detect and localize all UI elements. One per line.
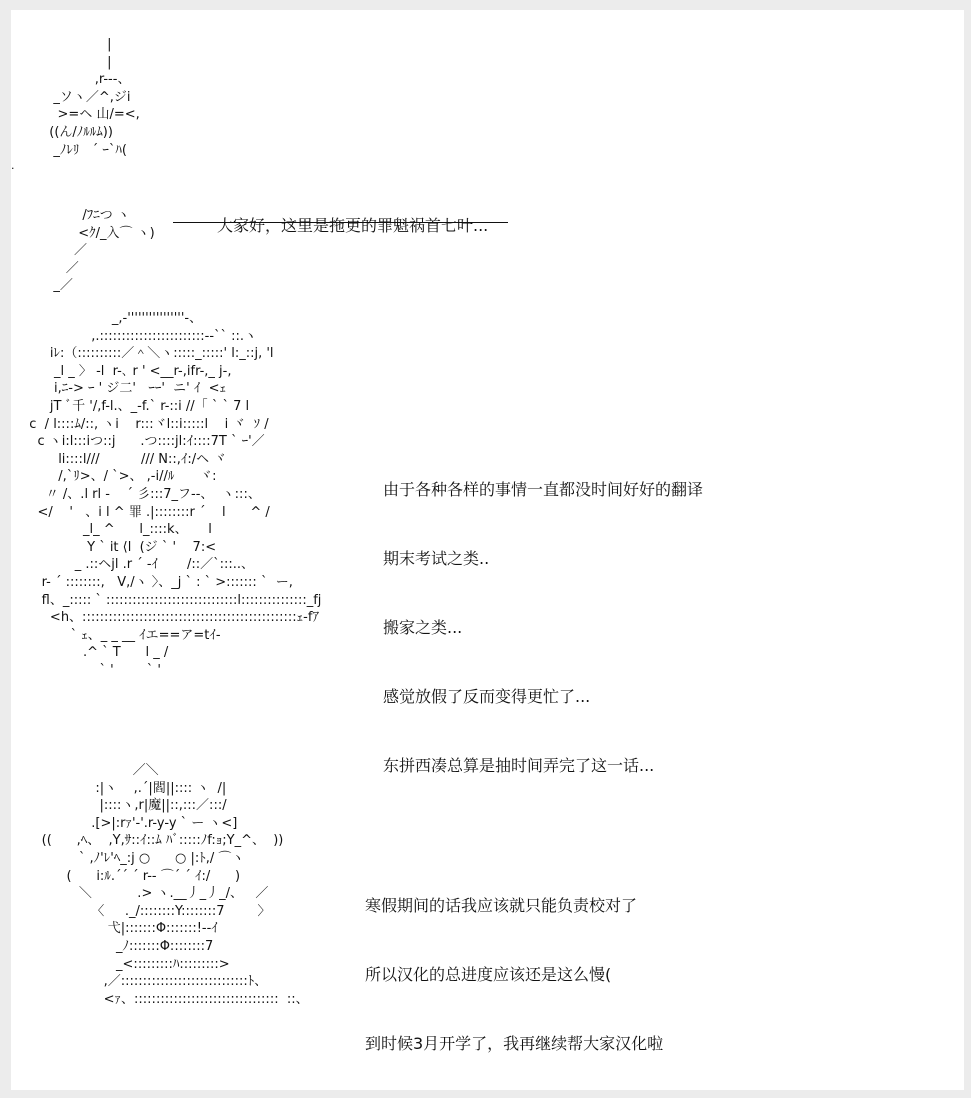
explanation-line-5: 东拼西凑总算是抽时间弄完了这一话... [383, 756, 655, 775]
ascii-art-demon-king: ／＼ :|ヽ ,.´|閻||:::: ヽ /| |::::ヽ,r|魔||::,:::／:::/ .[>|:rｧ'-'.r-y-y ` ー ヽ<] (( ,ﾍ、 ,Y,ｻ::ｲ::ﾑ ﾊﾞ:::::ﾉf:ｮ;Y_^、 )) ` ,ﾉ'ﾚ'ﾍ_:j ○ ○ |:ﾄ,/ ⌒ヽ ( i:ﾙ.´´ ´ r-- ⌒´ ´ ｲ:/ ) ＼ .> ヽ.__丿_丿_/、 ／ 〈 ._/::::::::Y::::::::7 〉 弋|:::::::Φ:::::::!--ｲ _ﾉ:::::::Φ::::::::7 _<:::::::::ﾊ:::::::::> ,／:::::::::::::::::::::::::::::ﾄ、 <ｧ、::::::::::::::::::::::::::::::::: ::、 [41, 763, 309, 1007]
manga-page [11, 10, 964, 1090]
ascii-art-girl: _,-''''''''''''''''-、 ,.::::::::::::::::::::::::--`` ::.ヽ iﾚ:（::::::::::／＾＼ヽ:::::_:::::' l:_::j, 'l _l _ 〉 -l r-､ r ' <__r-,ifr-,_ j-, i,ﾆ-> ｰ ' ジ二' ｰｰ' ニ' ｲ <ｪ jT ﾞ千 '/,f-l.、_-f.` r-::i //「 ` ` 7 l c / l::::ﾑ/::, ヽi r:::ヾl::i:::::l i ヾ ｿ / c ヽi:l:::iつ::j .つ::::jl:ｲ::::7T ` ｰ'／ li::::l/// /// N::,ｲ:/ヘ ヾ /,`ﾘ>、/ `>、 ,-i//ﾙ ヾ: 〃 /、.l rl - ´ 彡:::7_フ--、 ヽ:::、 </ ' 、i l ^ 罪 .|::::::::r ´ l ^ / _l_ ^ l_::::k、 l Y ` it ⟨l (ジ ` ' 7:< _ .::ヘjl .r ´ -ｲ /::／`:::..、 r- ´ ::::::::, V,/ヽ 〉、_j ` : ` >::::::: ` ー, fl、_::::: ` ::::::::::::::::::::::::::::::l:::::::::::::::_fj <h、:::::::::::::::::::::::::::::::::::::::::::::::::ｪ-fｱ ` ｪ、_ _ __ ｲエ==ア=tｲ- .^ ` T l _ / ` ' ` ' [29, 311, 322, 678]
ascii-art-chibi: | | ,r---、 _ソヽ／^,ジi >=ヘ 山/=<, ((ん/ﾉﾙﾙﾑ)) _ﾉﾚﾘ ´ ｰ`ﾊ( [49, 37, 140, 158]
explanation-text [383, 432, 703, 823]
greeting-line-1: 大家好，这里是拖更的罪魁祸首七叶... [217, 216, 489, 235]
ascii-art-chibi-lower: /ﾌﾆつ ヽ <ｸ/_入⌒ ヽ) ／ ／ _／ [53, 208, 155, 294]
greeting-text [217, 168, 488, 283]
closing-line-2: 所以汉化的总进度应该还是这么慢( [365, 965, 612, 984]
explanation-line-3: 搬家之类... [383, 618, 463, 637]
closing-line-3: 到时候3月开学了，我再继续帮大家汉化啦 [365, 1034, 664, 1053]
explanation-line-1: 由于各种各样的事情一直都没时间好好的翻译 [383, 480, 704, 499]
explanation-line-4: 感觉放假了反而变得更忙了... [383, 687, 591, 706]
explanation-line-2: 期末考试之类.. [383, 549, 490, 568]
closing-text [365, 848, 663, 1090]
closing-line-1: 寒假期间的话我应该就只能负责校对了 [365, 896, 638, 915]
margin-mark: · [11, 162, 15, 175]
